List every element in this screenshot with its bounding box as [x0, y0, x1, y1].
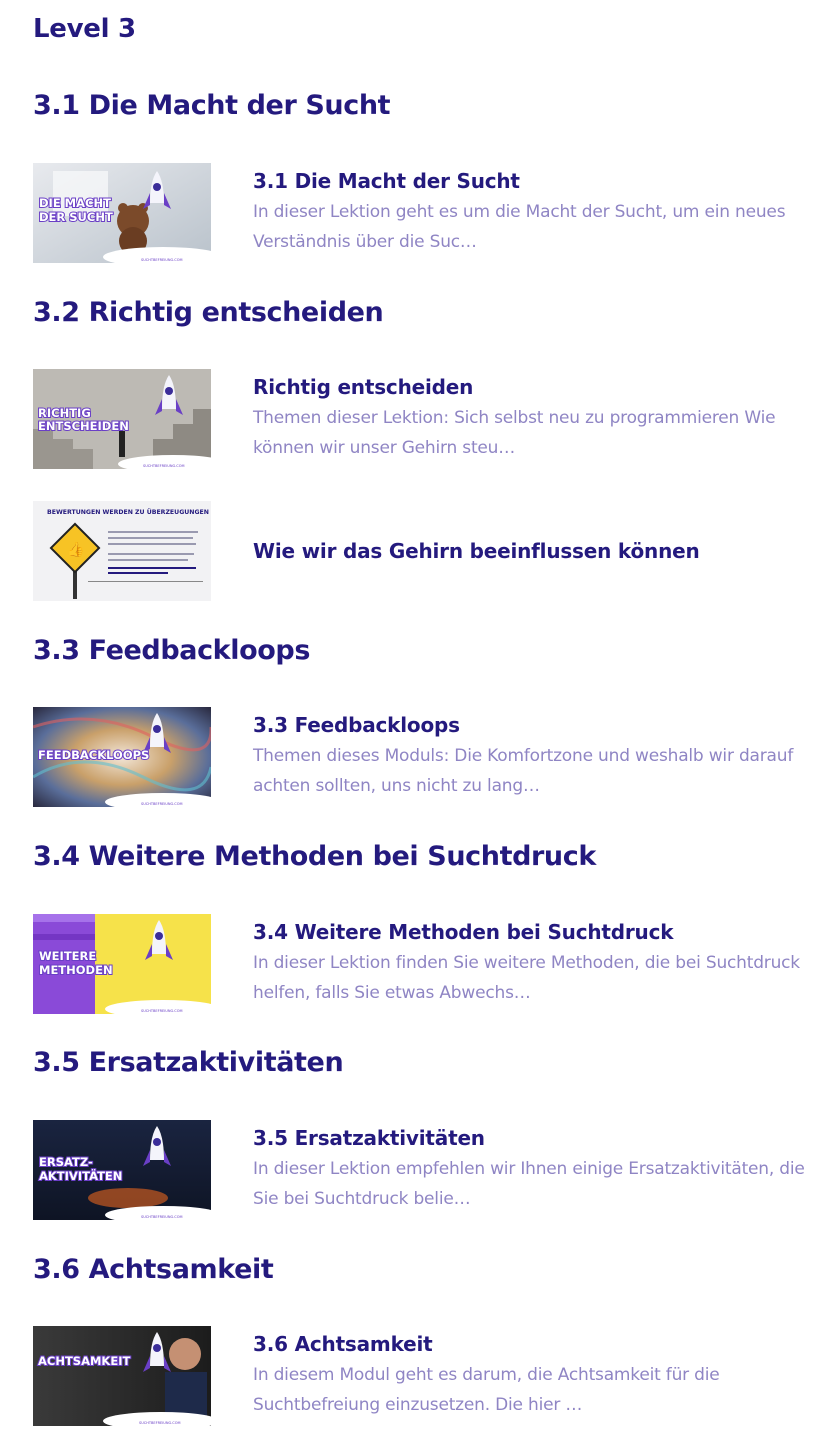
lesson-card-richtig-entscheiden[interactable]	[33, 369, 826, 469]
module-title-3-3: 3.3 Feedbackloops	[33, 635, 310, 666]
lesson-thumbnail[interactable]	[33, 163, 211, 263]
lesson-title[interactable]: Richtig entscheiden	[253, 375, 474, 399]
lesson-thumbnail[interactable]	[33, 1120, 211, 1220]
svg-text:ERSATZ-: ERSATZ-	[39, 1155, 93, 1169]
lesson-title[interactable]: 3.4 Weitere Methoden bei Suchtdruck	[253, 920, 674, 944]
lesson-thumbnail[interactable]	[33, 707, 211, 807]
svg-text:SUCHTBEFREIUNG.COM: SUCHTBEFREIUNG.COM	[139, 1421, 181, 1425]
svg-text:SUCHTBEFREIUNG.COM: SUCHTBEFREIUNG.COM	[141, 802, 183, 806]
lesson-title[interactable]: 3.1 Die Macht der Sucht	[253, 169, 520, 193]
level-title: Level 3	[33, 14, 136, 44]
svg-text:RICHTIG: RICHTIG	[38, 406, 91, 420]
lesson-card-weitere-methoden[interactable]	[33, 914, 826, 1014]
lesson-title[interactable]: 3.5 Ersatzaktivitäten	[253, 1126, 485, 1150]
module-title-3-4: 3.4 Weitere Methoden bei Suchtdruck	[33, 841, 596, 872]
thumbs-up-icon: 👍	[67, 542, 85, 558]
lesson-description: In diesem Modul geht es darum, die Achtsamkeit für die Suchtbefreiung einzusetzen. Die hier …	[253, 1365, 720, 1415]
svg-text:ENTSCHEIDEN: ENTSCHEIDEN	[38, 419, 129, 433]
svg-text:AKTIVITÄTEN: AKTIVITÄTEN	[39, 1169, 123, 1183]
svg-text:WEITERE: WEITERE	[39, 949, 97, 963]
lesson-thumbnail[interactable]	[33, 1326, 211, 1426]
lesson-text	[253, 1120, 823, 1226]
lesson-text	[253, 163, 823, 269]
lesson-text	[253, 914, 823, 1020]
svg-text:SUCHTBEFREIUNG.COM: SUCHTBEFREIUNG.COM	[141, 1215, 183, 1219]
lesson-title[interactable]: 3.3 Feedbackloops	[253, 713, 460, 737]
lesson-text	[253, 369, 823, 475]
lesson-text	[253, 1326, 823, 1432]
svg-text:SUCHTBEFREIUNG.COM: SUCHTBEFREIUNG.COM	[141, 258, 183, 262]
lesson-description: In dieser Lektion geht es um die Macht der Sucht, um ein neues Verständnis über die Suc…	[253, 202, 786, 252]
lesson-card-die-macht-der-sucht[interactable]	[33, 163, 826, 263]
svg-text:METHODEN: METHODEN	[39, 963, 113, 977]
lesson-description: Themen dieses Moduls: Die Komfortzone und weshalb wir darauf achten sollten, uns nicht zu lang…	[253, 746, 794, 796]
module-title-3-2: 3.2 Richtig entscheiden	[33, 297, 384, 328]
svg-text:ACHTSAMKEIT: ACHTSAMKEIT	[38, 1354, 131, 1368]
module-title-3-5: 3.5 Ersatzaktivitäten	[33, 1047, 344, 1078]
lesson-card-achtsamkeit[interactable]	[33, 1326, 826, 1426]
lesson-text	[253, 707, 823, 813]
lesson-card-ersatzaktivitaeten[interactable]	[33, 1120, 826, 1220]
svg-text:FEEDBACKLOOPS: FEEDBACKLOOPS	[38, 748, 150, 762]
module-title-3-1: 3.1 Die Macht der Sucht	[33, 90, 391, 121]
lesson-text	[253, 501, 823, 601]
lesson-description: In dieser Lektion empfehlen wir Ihnen einige Ersatzaktivitäten, die Sie bei Suchtdruck belie…	[253, 1159, 805, 1209]
lesson-description: Themen dieser Lektion: Sich selbst neu zu programmieren Wie können wir unser Gehirn steu…	[253, 408, 776, 458]
lesson-title[interactable]: Wie wir das Gehirn beeinflussen können	[253, 539, 700, 563]
svg-text:SUCHTBEFREIUNG.COM: SUCHTBEFREIUNG.COM	[143, 464, 185, 468]
svg-text:BEWERTUNGEN WERDEN ZU ÜBERZEUG: BEWERTUNGEN WERDEN ZU ÜBERZEUGUNGEN	[47, 509, 209, 516]
svg-text:DER SUCHT: DER SUCHT	[39, 210, 113, 224]
svg-text:SUCHTBEFREIUNG.COM: SUCHTBEFREIUNG.COM	[141, 1009, 183, 1013]
lesson-title[interactable]: 3.6 Achtsamkeit	[253, 1332, 433, 1356]
lesson-card-wie-wir-das-gehirn[interactable]	[33, 501, 826, 601]
lesson-thumbnail[interactable]	[33, 501, 211, 601]
lesson-description: In dieser Lektion finden Sie weitere Methoden, die bei Suchtdruck helfen, falls Sie etwas Abwechs…	[253, 953, 800, 1003]
svg-text:DIE MACHT: DIE MACHT	[39, 196, 111, 210]
lesson-card-feedbackloops[interactable]	[33, 707, 826, 807]
lesson-thumbnail[interactable]	[33, 369, 211, 469]
lesson-thumbnail[interactable]	[33, 914, 211, 1014]
module-title-3-6: 3.6 Achtsamkeit	[33, 1254, 274, 1285]
